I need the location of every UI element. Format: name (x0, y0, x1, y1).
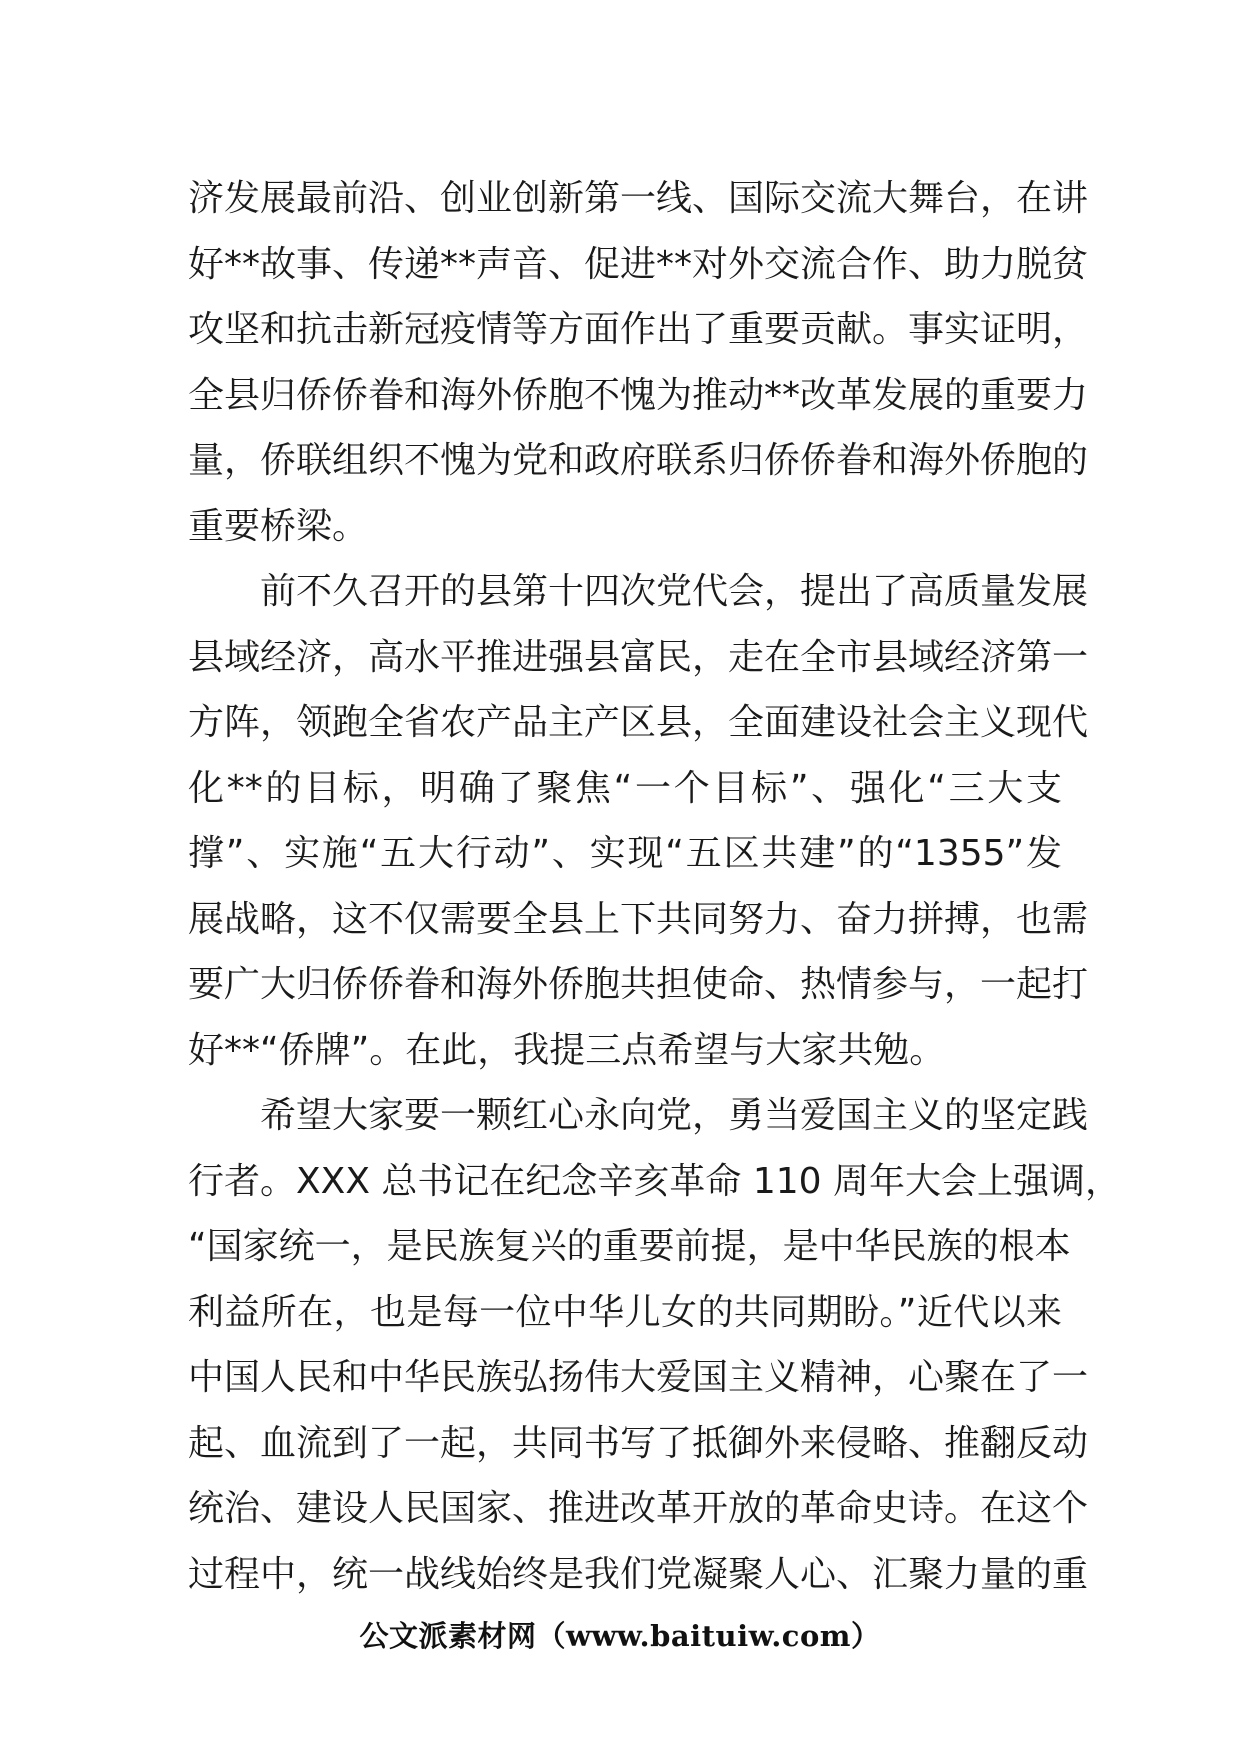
footer-watermark: 公文派素材网（www.baituiw.com） (359, 1619, 881, 1653)
text-line: 好**故事、传递**声音、促进**对外交流合作、助力脱贫 (188, 243, 1089, 285)
text-line: 前不久召开的县第十四次党代会，提出了高质量发展 (260, 571, 1089, 612)
text-line: 攻坚和抗击新冠疫情等方面作出了重要贡献。事实证明， (188, 309, 1089, 350)
text-line: 利益所在，也是每一位中华儿女的共同期盼。”近代以来 (188, 1291, 1062, 1333)
text-line: 要广大归侨侨眷和海外侨胞共担使命、热情参与，一起打 (188, 964, 1089, 1005)
text-line: 希望大家要一颗红心永向党，勇当爱国主义的坚定践 (260, 1095, 1089, 1136)
text-line: 济发展最前沿、创业创新第一线、国际交流大舞台，在讲 (188, 178, 1089, 219)
text-line: 好**“侨牌”。在此，我提三点希望与大家共勉。 (188, 1029, 946, 1071)
text-line: 展战略，这不仅需要全县上下共同努力、奋力拼搏，也需 (188, 898, 1089, 940)
text-line: 全县归侨侨眷和海外侨胞不愧为推动**改革发展的重要力 (188, 374, 1089, 416)
text-line: 县域经济，高水平推进强县富民，走在全市县域经济第一 (188, 636, 1089, 678)
text-line: 起、血流到了一起，共同书写了抵御外来侵略、推翻反动 (188, 1422, 1089, 1464)
text-line: 行者。XXX 总书记在纪念辛亥革命 110 周年大会上强调， (188, 1160, 1122, 1202)
text-line: 重要桥梁。 (188, 505, 369, 547)
body-text (188, 166, 1122, 1607)
text-line: 中国人民和中华民族弘扬伟大爱国主义精神，心聚在了一 (188, 1357, 1089, 1398)
text-line: “国家统一，是民族复兴的重要前提，是中华民族的根本 (188, 1226, 1071, 1267)
text-line: 过程中，统一战线始终是我们党凝聚人心、汇聚力量的重 (188, 1553, 1089, 1595)
text-line: 统治、建设人民国家、推进改革开放的革命史诗。在这个 (188, 1488, 1089, 1529)
text-line: 撑”、实施“五大行动”、实现“五区共建”的“1355”发 (188, 833, 1062, 874)
text-line: 方阵，领跑全省农产品主产区县，全面建设社会主义现代 (188, 702, 1089, 743)
text-line: 化**的目标，明确了聚焦“一个目标”、强化“三大支 (188, 767, 1062, 809)
text-line: 量，侨联组织不愧为党和政府联系归侨侨眷和海外侨胞的 (188, 440, 1089, 481)
